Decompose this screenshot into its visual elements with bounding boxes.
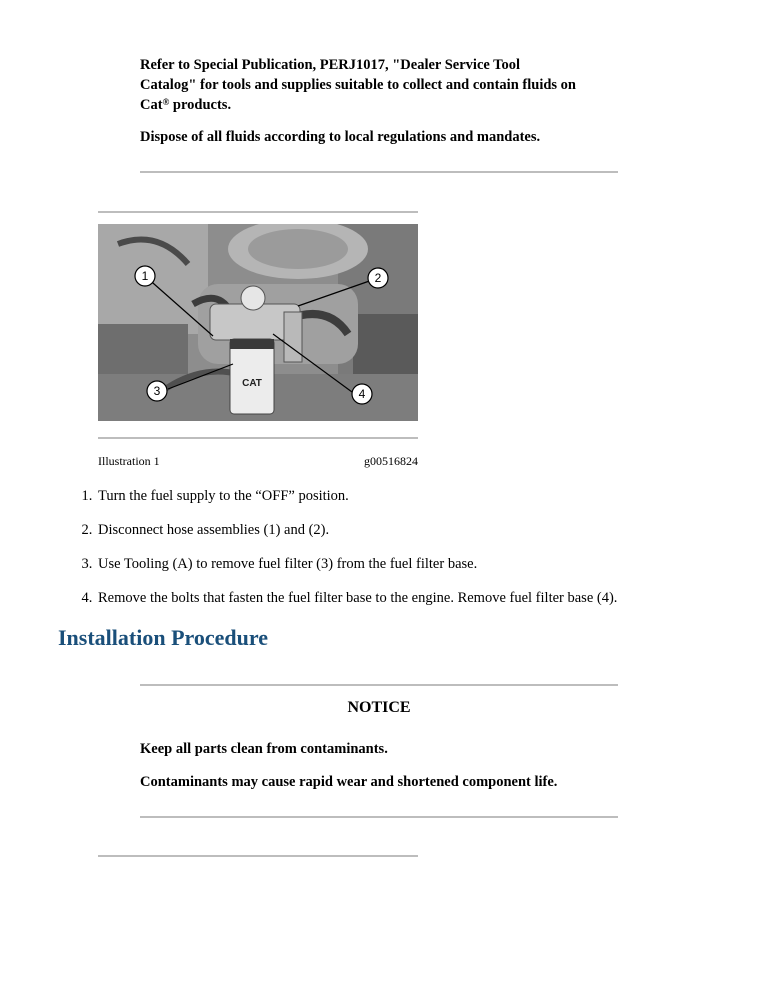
notice-bottom-rule: [140, 171, 618, 173]
step-item: 2. Disconnect hose assemblies (1) and (2).: [96, 521, 756, 539]
illustration-fuel-filter-photo: [98, 224, 418, 421]
next-figure-top-rule: [98, 855, 418, 857]
step-item: 1. Turn the fuel supply to the “OFF” position.: [96, 487, 756, 505]
svg-text:2: 2: [374, 271, 382, 285]
filter-brand-text: CAT: [242, 378, 262, 389]
svg-text:3: 3: [153, 384, 161, 398]
svg-text:1: 1: [141, 269, 149, 283]
figure-top-rule: [98, 211, 418, 213]
notice-title: NOTICE: [347, 699, 411, 716]
illustration-id: g00516824: [364, 454, 418, 468]
products-word: products.: [169, 97, 232, 113]
notice-reference-paragraph: [140, 55, 640, 115]
notice-contaminants: Contaminants may cause rapid wear and shortened component life.: [140, 774, 558, 790]
callout-1: [135, 266, 155, 286]
figure-bottom-rule: [98, 437, 418, 439]
removal-steps-list: [58, 487, 756, 623]
svg-text:4: 4: [358, 387, 366, 401]
callout-2: [368, 268, 388, 288]
notice-line-1: Refer to Special Publication, PERJ1017, "Dealer Service Tool: [140, 57, 521, 73]
callout-3: [147, 381, 167, 401]
cat-word: Cat: [140, 97, 163, 113]
notice-line-2: Catalog" for tools and supplies suitable to collect and contain fluids on: [140, 77, 576, 93]
step-item: 4. Remove the bolts that fasten the fuel filter base to the engine. Remove fuel filter base (4).: [96, 589, 756, 607]
illustration-label: Illustration 1: [98, 454, 160, 468]
registered-mark: ®: [162, 97, 170, 107]
step-item: 3. Use Tooling (A) to remove fuel filter (3) from the fuel filter base.: [96, 555, 756, 573]
notice-top-rule: [140, 684, 618, 686]
notice-end-rule: [140, 816, 618, 818]
notice-keep-clean: Keep all parts clean from contaminants.: [140, 741, 388, 757]
installation-procedure-heading: Installation Procedure: [58, 625, 269, 650]
callout-4: [352, 384, 372, 404]
dispose-fluids-paragraph: Dispose of all fluids according to local regulations and mandates.: [140, 129, 541, 145]
notice-line-3: [140, 95, 640, 115]
